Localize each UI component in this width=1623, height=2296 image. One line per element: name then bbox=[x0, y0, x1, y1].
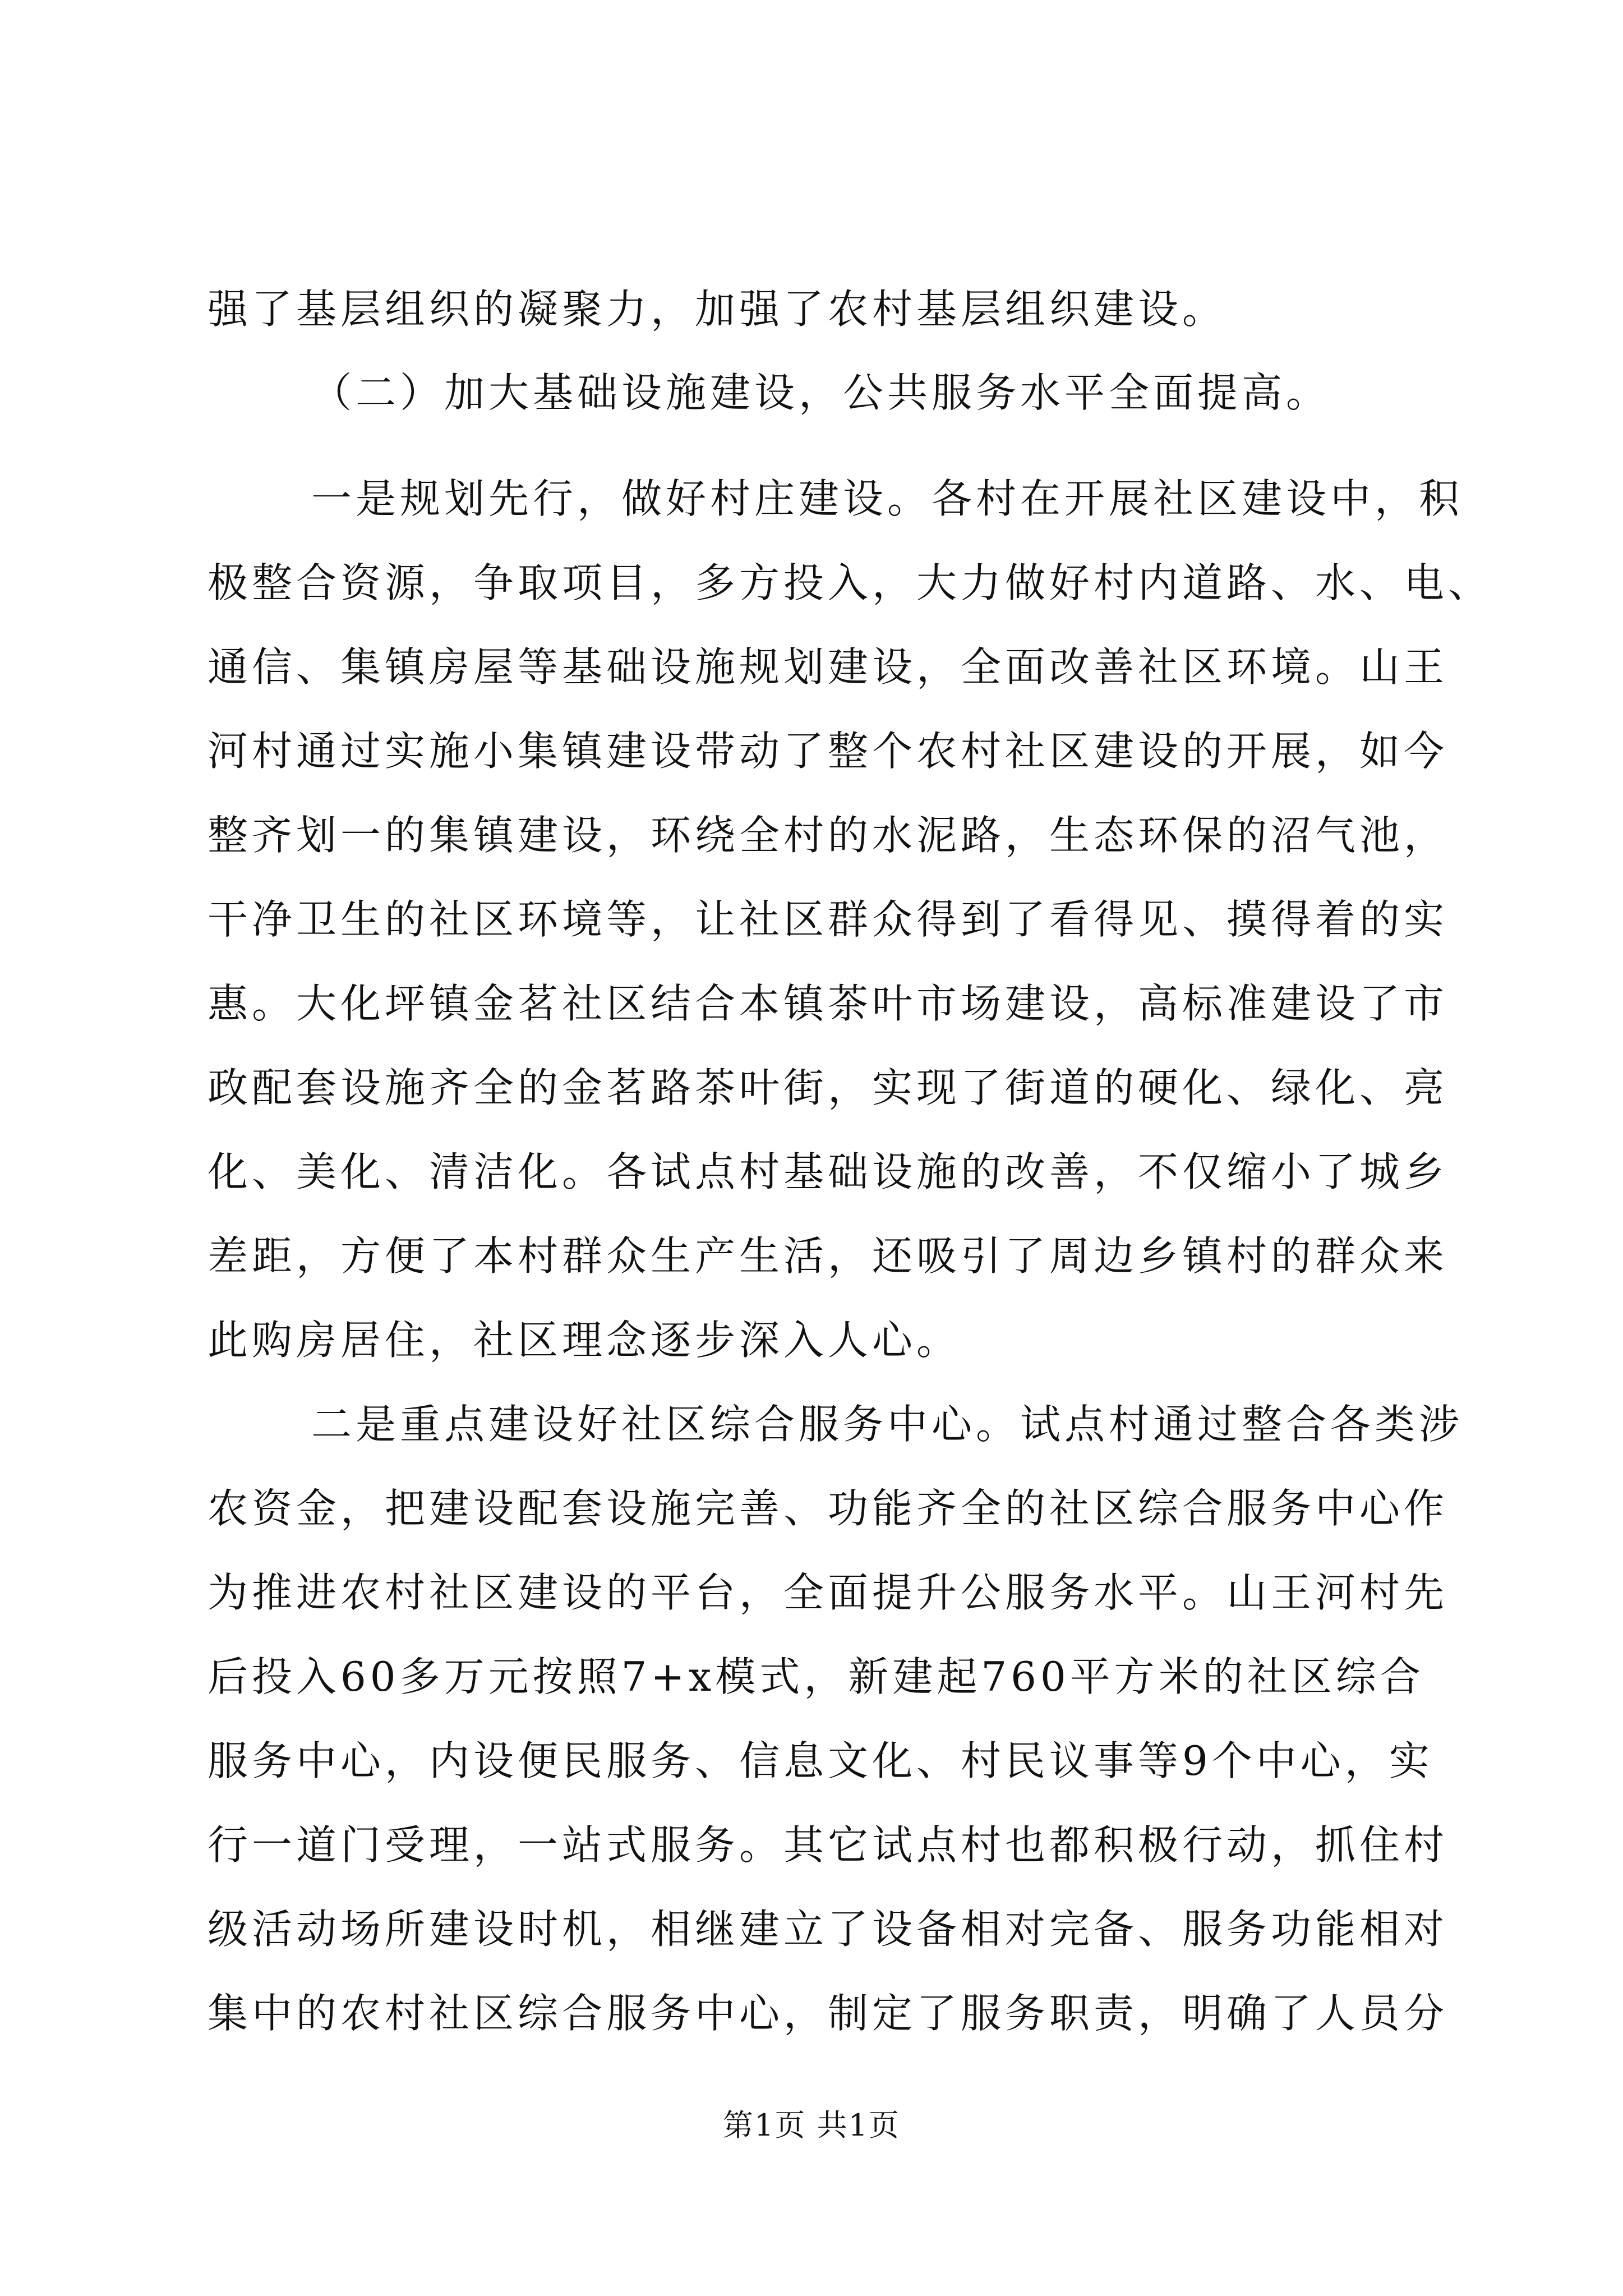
text-line: 农资金，把建设配套设施完善、功能齐全的社区综合服务中心作 bbox=[208, 1485, 1449, 1532]
text-line: 为推进农村社区建设的平台，全面提升公服务水平。山王河村先 bbox=[208, 1569, 1449, 1616]
text-line: 极整合资源，争取项目，多方投入，大力做好村内道路、水、电、 bbox=[208, 559, 1493, 606]
text-line: 服务中心，内设便民服务、信息文化、村民议事等9个中心，实 bbox=[208, 1737, 1433, 1784]
text-line: 一是规划先行，做好村庄建设。各村在开展社区建设中，积 bbox=[311, 475, 1464, 522]
text-line: 通信、集镇房屋等基础设施规划建设，全面改善社区环境。山王 bbox=[208, 643, 1449, 691]
text-line: 干净卫生的社区环境等，让社区群众得到了看得见、摸得着的实 bbox=[208, 896, 1449, 943]
text-line: 化、美化、清洁化。各试点村基础设施的改善，不仅缩小了城乡 bbox=[208, 1148, 1449, 1195]
text-line: 后投入60多万元按照7+x模式，新建起760平方米的社区综合 bbox=[208, 1653, 1424, 1700]
text-line: 强了基层组织的凝聚力，加强了农村基层组织建设。 bbox=[208, 286, 1227, 333]
text-line: 河村通过实施小集镇建设带动了整个农村社区建设的开展，如今 bbox=[208, 728, 1449, 775]
text-line: 惠。大化坪镇金茗社区结合本镇茶叶市场建设，高标准建设了市 bbox=[208, 980, 1449, 1027]
page-footer: 第1页 共1页 bbox=[723, 2108, 900, 2143]
text-line: 差距，方便了本村群众生产生活，还吸引了周边乡镇村的群众来 bbox=[208, 1232, 1449, 1280]
text-line: 二是重点建设好社区综合服务中心。试点村通过整合各类涉 bbox=[311, 1401, 1464, 1448]
text-line: 级活动场所建设时机，相继建立了设备相对完备、服务功能相对 bbox=[208, 1906, 1449, 1953]
text-line: 整齐划一的集镇建设，环绕全村的水泥路，生态环保的沼气池， bbox=[208, 812, 1449, 859]
section-heading: （二）加大基础设施建设，公共服务水平全面提高。 bbox=[311, 369, 1331, 416]
text-line: 行一道门受理，一站式服务。其它试点村也都积极行动，抓住村 bbox=[208, 1821, 1449, 1869]
text-line: 此购房居住，社区理念逐步深入人心。 bbox=[208, 1317, 961, 1364]
text-line: 政配套设施齐全的金茗路茶叶街，实现了街道的硬化、绿化、亮 bbox=[208, 1064, 1449, 1111]
text-line: 集中的农村社区综合服务中心，制定了服务职责，明确了人员分 bbox=[208, 1990, 1449, 2037]
